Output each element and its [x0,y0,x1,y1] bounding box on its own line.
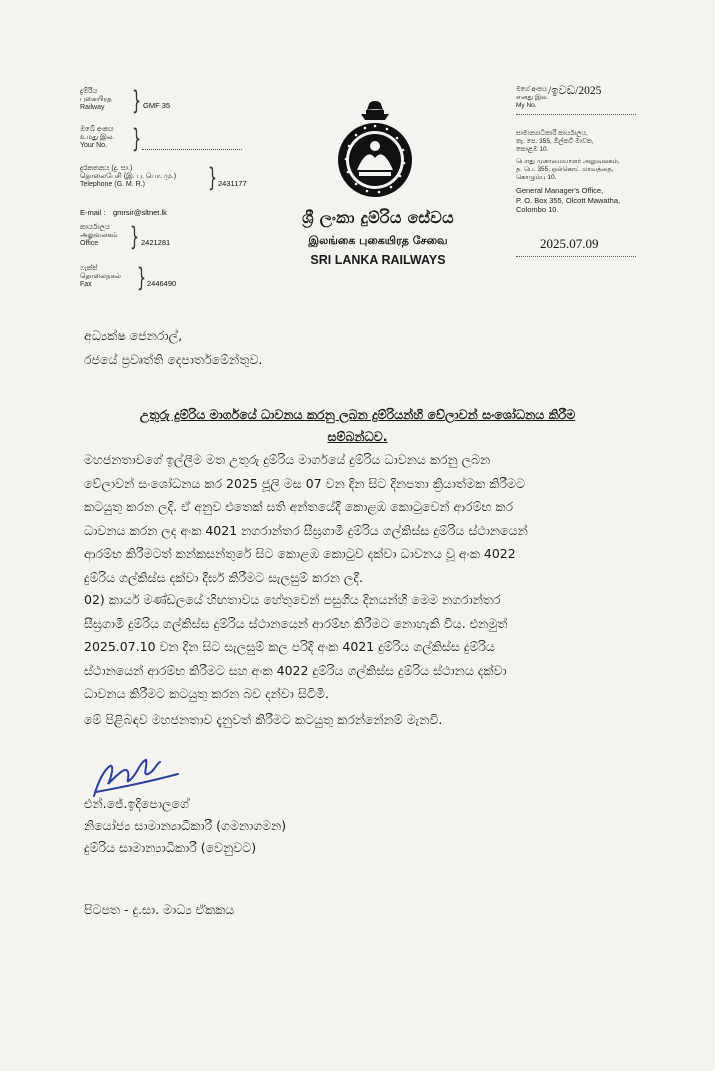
my-no-line [516,114,636,115]
office-value: 2421281 [141,238,171,247]
fax-value: 2446490 [147,279,177,288]
address-line: කොළඹ 10. [516,146,549,153]
my-no-label-en: My No. [516,102,537,109]
office-label-ta: அலுவலகம் [80,232,118,239]
address-line: கொழும்பு 10. [516,174,557,181]
telephone-label-si: දුරකතනය (දු. සා.) [80,165,133,172]
paragraph-line: 2025.07.10 වන දින සිට සැලසුම් කල පරිදි අංක 4021 දුම්රිය ගල්කිස්ස දුම්රිය [84,639,495,655]
copy-to: පිටපත - දු.සා. මාධ්‍ය ඒකකය [84,902,235,917]
paragraph-line: වේලාවන් සංශෝධනය කර 2025 ජූලි මස 07 වන දින සිට දිනපතා ක්‍රියාත්මක කිරීමට [84,475,525,491]
railway-label-ta: புகையிரத [80,96,112,103]
address-line: සාමාන්‍යාධිකාරී කාර්යාලය, [516,130,588,137]
railway-label-si: දුම්රිය [80,88,98,95]
paragraph-line: ආරම්භ කිරීමටත් කන්කසන්තුරේ සිට කොළඹ කොටුව දක්වා ධාවනය වූ අංක 4022 [84,546,516,562]
office-label-si: කාර්යාලය [80,224,110,231]
your-no-label-si: ඔබේ අංකය [80,126,114,133]
fax-label-en: Fax [80,281,92,288]
paragraph-line: ස්ථානයෙන් ආරම්භ කිරීමට සහ අංක 4022 දුම්රිය ගල්කිස්ස දුම්රිය ස්ථානය දක්වා [84,662,507,678]
telephone-label-en: Telephone (G. M. R.) [80,181,145,188]
telephone-label [80,165,176,189]
railway-label [80,88,112,112]
your-no-label-ta: உமது இல. [80,134,115,141]
address-line: P. O. Box 355, Olcott Mawatha, [516,195,621,205]
my-no-label-si: මගේ අංකය [516,86,548,93]
subject-heading [70,404,645,448]
brand-english: SRI LANKA RAILWAYS [310,253,446,267]
fax-label-si: ෆැක්ස් [80,265,98,272]
my-no-label-ta: எனது இல. [516,94,549,101]
paragraph-line: දුම්රිය ගල්කිස්ස දක්වා දීර්ඝ කිරීමට සැලසුම් කරන ලදී. [84,569,363,585]
paragraph-line: සීඝ්‍රගාමී දුම්රිය ගල්කිස්ස දුම්රිය ස්ථානයෙන් ආරම්භ කිරීමට නොහැකි විය. එනමුත් [84,615,508,631]
brand-sinhala: ශ්‍රී ලංකා දුම්රිය සේවය [302,208,454,227]
office-address [516,130,620,215]
signatory-title-2: දුම්රිය සාමාන්‍යාධිකාරී (වෙනුවට) [84,840,257,855]
my-no-label [516,86,548,110]
address-line: த. பெ. 355, ஒல்கொட் மாவத்தை, [516,166,614,173]
brace: } [132,86,142,116]
address-line: பொது முகாமையாளர் அலுவலகம், [516,158,620,165]
fax-label [80,265,121,289]
body-paragraph-1 [84,448,656,590]
address-line: Colombo 10. [516,205,559,214]
office-label-en: Office [80,240,99,247]
brace: } [130,222,140,252]
brand-tamil: இலங்கை புகையிரத சேவை [308,234,448,247]
email-value: gmrsir@sltnet.lk [113,208,167,217]
recipient-line-1: අධ්‍යක්ෂ ජෙනරාල්, [84,328,183,343]
subject-line-1: උතුරු දුම්රිය මාර්ගයේ ධාවනය කරනු ලබන දුම්රියන්හි වේලාවන් සංශෝධනය කිරීම [139,407,576,422]
signatory-name: එන්.ජේ.ඉදිපොලගේ [84,796,189,811]
brace: } [137,263,147,293]
address-line: තැ. පෙ. 355, ඕල්කට් මාවත, [516,138,594,145]
my-no-value: /ඉවඩ/2025 [548,85,602,97]
telephone-label-ta: தொலைபேசி (இ. பு. பொ. மு.) [80,173,177,180]
signatory-title-1: නියෝජ්‍ය සාමාන්‍යාධිකාරී (ගමනාගමන) [84,818,287,833]
paragraph-line: ධාවනය කරන ලද අංක 4021 නගරාන්තර සීඝ්‍රගාමී දුම්රිය ගල්කිස්ස දුම්රිය ස්ථානයෙන් [84,522,528,538]
railway-crest-logo [335,100,415,206]
office-label [80,224,118,248]
your-no-label-en: Your No. [80,142,107,149]
paragraph-line: මහජනතාවගේ ඉල්ලීම මත උතුරු දුම්රිය මාර්ගයේ දුම්රිය ධාවනය කරනු ලබන [84,452,491,467]
your-no-line [142,149,242,150]
letter-date: 2025.07.09 [540,236,599,251]
railway-label-en: Railway [80,104,105,111]
telephone-value: 2431177 [218,179,247,188]
recipient-line-2: රජයේ ප්‍රවෘත්ති දෙපාර්තමේන්තුව. [84,352,263,367]
email-label: E-mail : [80,208,106,217]
paragraph-line: කටයුතු කරන ලදි. ඒ අනුව එතෙක් සති අන්තයේදී කොළඹ කොටුවෙන් ආරම්භ කර [84,499,514,515]
paragraph-line: ධාවනය කිරීමට කටයුතු කරන බව දන්වා සිටිමි. [84,686,329,702]
address-line: General Manager's Office, [516,186,604,195]
brace: } [208,163,218,193]
paragraph-line: 02) කාර්ය මණ්ඩලයේ හිඟතාවය හේතුවෙන් පසුගිය දිනයන්හි මෙම නගරාන්තර [84,592,501,607]
brace: } [132,124,142,154]
subject-line-2: සම්බන්ධව. [327,429,388,444]
fax-label-ta: தொலைநகல் [80,273,121,280]
body-paragraph-3: මේ පිළිබඳව මහජනතාව දැනුවත් කිරීමට කටයුතු කරන්නේනම් මැනවි. [84,712,443,727]
railway-code: GMF 35 [143,101,171,110]
body-paragraph-2 [84,588,656,706]
date-line [516,256,636,257]
your-no-label [80,126,115,150]
